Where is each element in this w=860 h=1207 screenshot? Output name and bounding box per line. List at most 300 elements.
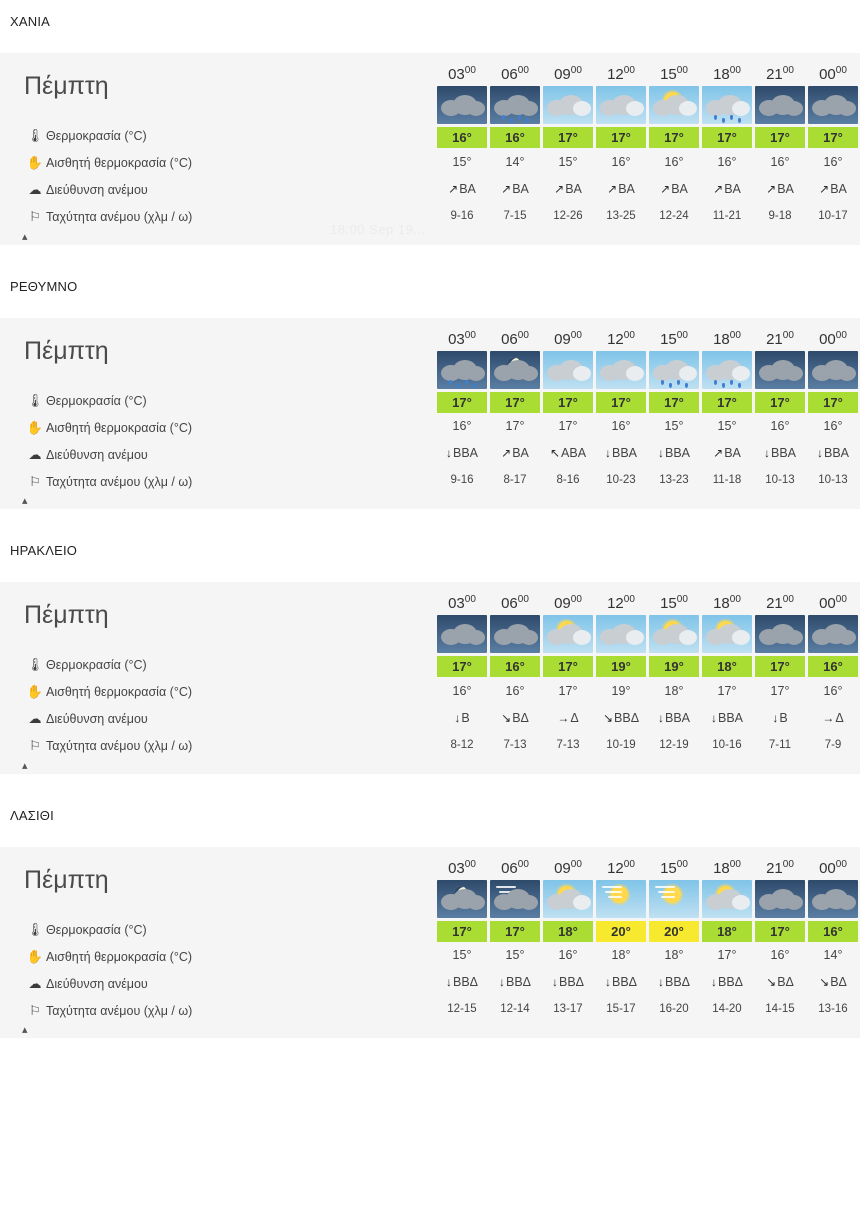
temperature-column (702, 127, 752, 148)
wind-direction-text: ΒΒΔ (614, 710, 640, 725)
wind-direction-value (649, 446, 699, 460)
rain-drop (677, 380, 680, 385)
forecast-panel (0, 582, 860, 774)
hour-column (543, 859, 593, 918)
temperature-value: 17° (649, 392, 699, 413)
wind-direction-text: ΒΑ (777, 181, 794, 196)
hour-label: $09^{00}$ (554, 594, 582, 612)
wind-arrow-icon: ↓ (710, 975, 717, 989)
temperature-column (437, 656, 487, 677)
sun-icon (664, 886, 681, 903)
rain-drop (473, 383, 476, 388)
wind-direction-value (543, 182, 593, 196)
wind-arrow-icon: ↗ (713, 446, 724, 460)
wind-speed-value: 12-19 (659, 738, 689, 751)
wind-direction-text: Δ (570, 710, 579, 725)
temperature-value: 18° (702, 656, 752, 677)
wind-speed-value: 7-15 (503, 209, 527, 222)
hour-label: $12^{00}$ (607, 329, 635, 348)
row-label-text: Διεύθυνση ανέμου (46, 183, 148, 197)
extra-row-icon: ▴ (22, 1024, 28, 1036)
wind-speed-value: 13-23 (659, 474, 689, 486)
cloud-shape (785, 630, 803, 645)
wind-arrow-icon: ↓ (657, 710, 664, 725)
day-sun-cloud-icon (543, 615, 593, 653)
wind-direction-value (543, 975, 593, 989)
wind-arrow-icon: ↗ (766, 181, 777, 196)
temperature-value: 17° (755, 656, 805, 677)
wind-speed-value: 8-16 (556, 474, 580, 486)
hour-column (437, 594, 487, 653)
row-label-text: Ταχύτητα ανέμου (χλμ / ω) (46, 210, 193, 224)
wind-speed-value: 14-15 (765, 1003, 795, 1015)
hour-column (596, 594, 646, 653)
hour-label: $06^{00}$ (501, 858, 529, 877)
temperature-value: 17° (543, 127, 593, 148)
wind-speed-value: 11-18 (712, 474, 742, 486)
hour-label: $21^{00}$ (766, 858, 794, 877)
day-sun-cloud-icon (543, 880, 593, 918)
temperature-column (543, 656, 593, 677)
hour-column (596, 859, 646, 918)
row-label-text: Διεύθυνση ανέμου (46, 712, 148, 726)
hours-row (434, 65, 858, 124)
wind-arrow-icon: ↘ (501, 710, 512, 725)
cloud-shape (785, 895, 803, 910)
hour-label: $15^{00}$ (660, 329, 688, 348)
rain-drop (457, 383, 460, 388)
temperature-column (649, 921, 699, 942)
row-labels (14, 916, 434, 1024)
day-sun-wind-icon (596, 880, 646, 918)
wind-speed-value: 10-19 (606, 738, 636, 751)
hour-label: $21^{00}$ (766, 594, 794, 612)
row-label-text: Θερμοκρασία (°C) (46, 129, 147, 143)
wind-direction-text: ΒΒΑ (452, 446, 478, 460)
temperature-row (434, 921, 858, 942)
rain-drop (714, 380, 717, 385)
wind-speed-row (434, 202, 858, 229)
wind-direction-row (434, 969, 858, 996)
wind-direction-value (596, 182, 646, 196)
feels-like-value: 19° (611, 683, 631, 698)
wind-arrow-icon: ↓ (445, 446, 452, 460)
wind-direction-value (755, 711, 805, 725)
hour-label: $06^{00}$ (501, 329, 529, 348)
hour-label: $12^{00}$ (607, 858, 635, 877)
panel-left (14, 594, 434, 760)
hour-column (490, 65, 540, 124)
cloud-shape (785, 366, 803, 381)
cloud-shape (573, 630, 591, 645)
hand-icon: ✋ (26, 419, 44, 435)
row-label-wind-speed (14, 733, 434, 760)
region-ΗΡΑΚΛΕΙΟ (0, 543, 860, 808)
hour-column (490, 330, 540, 389)
wind-arrow-icon: ↓ (454, 710, 461, 725)
feels-like-value: 16° (717, 154, 737, 169)
temperature-value: 17° (596, 127, 646, 148)
wind-direction-text: ΒΑ (512, 181, 529, 196)
temperature-row (434, 656, 858, 677)
wind-flag-icon: ⚐ (29, 1002, 41, 1018)
temperature-column (649, 392, 699, 413)
day-cloudy-rain-icon (702, 86, 752, 124)
feels-like-value: 17° (558, 419, 578, 433)
wind-speed-value: 14-20 (712, 1003, 742, 1015)
wind-direction-text: ΒΒΔ (717, 975, 744, 989)
night-cloudy-icon (808, 615, 858, 653)
hour-column (437, 65, 487, 124)
wind-speed-value: 16-20 (659, 1003, 689, 1015)
spacer (0, 509, 860, 543)
feels-like-value: 16° (452, 419, 472, 433)
wind-streak (496, 886, 516, 888)
hour-column (808, 330, 858, 389)
row-label-wind-direction (14, 177, 434, 204)
temperature-column (755, 127, 805, 148)
forecast-panel (0, 53, 860, 245)
night-cloudy-icon (755, 615, 805, 653)
hour-label: $09^{00}$ (554, 65, 582, 83)
cloud-shape (626, 366, 644, 381)
wind-direction-value (755, 182, 805, 196)
region-title: ΧΑΝΙΑ (10, 14, 51, 29)
rain-drop (669, 383, 672, 388)
temperature-column (437, 921, 487, 942)
row-label-text: Αισθητή θερμοκρασία (°C) (46, 420, 193, 435)
hour-column (755, 594, 805, 653)
feels-like-value: 16° (770, 948, 790, 962)
panel-right (434, 594, 858, 758)
feels-like-value: 15° (452, 154, 472, 169)
cloud-shape (679, 101, 697, 116)
row-label-feels-like (14, 414, 434, 441)
temperature-column (808, 921, 858, 942)
feels-like-row (434, 413, 858, 440)
wind-direction-text: ΒΑ (724, 446, 741, 460)
forecast-panel (0, 318, 860, 510)
wind-direction-value (702, 975, 752, 989)
wind-direction-text: ΒΑ (671, 181, 688, 196)
region-title: ΛΑΣΙΘΙ (10, 807, 54, 823)
wind-direction-text: ΒΒΔ (611, 975, 638, 989)
wind-speed-value: 12-14 (500, 1003, 530, 1015)
rain-drop (685, 383, 688, 388)
hour-label: $00^{00}$ (819, 329, 847, 348)
extra-row-icon: ▴ (22, 495, 28, 507)
panel-right (434, 859, 858, 1023)
row-label-temperature (14, 916, 434, 943)
wind-arrow-icon: ↗ (448, 181, 459, 196)
temperature-column (755, 392, 805, 413)
feels-like-value: 16° (770, 419, 790, 433)
wind-direction-value (490, 446, 540, 460)
wind-arrow-icon: ↓ (710, 710, 717, 725)
hour-column (649, 330, 699, 389)
row-label-text: Θερμοκρασία (°C) (46, 658, 147, 672)
temperature-value: 16° (490, 127, 540, 148)
wind-arrow-icon: ↓ (604, 975, 611, 989)
regions-container (0, 14, 860, 1072)
wind-arrow-icon: ↓ (657, 446, 664, 460)
night-cloudy-icon (808, 86, 858, 124)
cloud-shape (467, 101, 485, 116)
night-cloudy-icon (755, 351, 805, 389)
temperature-value: 17° (808, 392, 858, 413)
wind-direction-value (808, 975, 858, 989)
spacer (0, 823, 860, 847)
wind-direction-value (755, 975, 805, 989)
day-cloudy-icon (596, 86, 646, 124)
sun-icon (611, 886, 628, 903)
wind-speed-value: 7-11 (768, 738, 792, 751)
temperature-column (437, 127, 487, 148)
spacer (0, 558, 860, 582)
wind-arrow-icon: ↗ (501, 446, 512, 460)
hours-row (434, 594, 858, 653)
temperature-column (808, 392, 858, 413)
temperature-value: 17° (755, 392, 805, 413)
wind-arrow-icon: ↓ (763, 446, 770, 460)
wind-streak (608, 896, 622, 898)
wind-streak (605, 891, 622, 893)
spacer (0, 245, 860, 279)
row-label-text: Αισθητή θερμοκρασία (°C) (46, 949, 193, 964)
cloud-shape (467, 366, 485, 381)
hours-row (434, 330, 858, 389)
feels-like-value: 16° (558, 948, 578, 962)
hour-label: $18^{00}$ (713, 594, 741, 612)
wind-arrow-icon: ↘ (602, 710, 614, 725)
wind-direction-value (702, 446, 752, 460)
wind-speed-value: 10-13 (818, 474, 848, 486)
hour-column (702, 330, 752, 389)
cloud-shape (573, 366, 591, 381)
day-sun-cloud-icon (702, 880, 752, 918)
wind-arrow-icon: ↗ (713, 181, 724, 196)
temperature-column (543, 127, 593, 148)
hand-icon: ✋ (26, 684, 44, 699)
day-sun-cloud-icon (702, 615, 752, 653)
temperature-column (596, 921, 646, 942)
hour-label: $12^{00}$ (607, 65, 635, 83)
wind-direction-value (702, 182, 752, 196)
cloud-shape (626, 630, 644, 645)
feels-like-value: 15° (558, 154, 578, 169)
temperature-column (490, 127, 540, 148)
hour-column (543, 594, 593, 653)
wind-arrow-icon: → (822, 710, 835, 725)
wind-arrow-icon: ↗ (554, 181, 565, 196)
temperature-column (702, 392, 752, 413)
temperature-value: 17° (437, 392, 487, 413)
wind-streak (655, 886, 675, 888)
day-cloud-icon (596, 615, 646, 653)
wind-direction-text: ΒΑ (565, 181, 582, 196)
temperature-value: 17° (649, 127, 699, 148)
spacer (0, 294, 860, 318)
panel-left (14, 859, 434, 1025)
wind-flag-icon: ⚐ (29, 209, 41, 224)
extra-row-icon: ▴ (22, 759, 28, 772)
wind-direction-value (543, 711, 593, 725)
temperature-value: 16° (808, 656, 858, 677)
hour-column (702, 594, 752, 653)
hour-column (755, 65, 805, 124)
feels-like-value: 17° (558, 683, 578, 698)
hour-column (702, 859, 752, 918)
wind-arrow-icon: ↖ (549, 446, 561, 460)
thermometer-icon: 🌡 (26, 128, 44, 143)
temperature-column (596, 127, 646, 148)
wind-arrow-icon: ↓ (445, 975, 452, 989)
cloud-shape (838, 101, 856, 116)
row-label-text: Θερμοκρασία (°C) (46, 922, 147, 937)
temperature-value: 17° (808, 127, 858, 148)
cloud-shape (573, 895, 591, 910)
row-label-text: Θερμοκρασία (°C) (46, 393, 147, 408)
row-label-wind-direction (14, 970, 434, 997)
cloud-shape (785, 101, 803, 116)
wind-direction-text: ΒΔ (512, 710, 529, 725)
rain-drop (738, 118, 741, 123)
day-cloudy-icon (543, 351, 593, 389)
panel-left (14, 330, 434, 496)
hour-column (596, 65, 646, 124)
temperature-value: 17° (490, 921, 540, 942)
hour-label: $06^{00}$ (501, 65, 529, 83)
temperature-column (649, 127, 699, 148)
cloud-shape (679, 630, 697, 645)
feels-like-value: 17° (717, 683, 737, 698)
day-name: Πέμπτη (24, 72, 109, 100)
rain-drop (730, 380, 733, 385)
hour-column (437, 859, 487, 918)
feels-like-row (434, 677, 858, 704)
temperature-row (434, 127, 858, 148)
hour-label: $15^{00}$ (660, 594, 688, 612)
wind-direction-text: ΒΒΔ (664, 975, 691, 989)
rain-drop (502, 115, 505, 120)
wind-speed-value: 8-12 (450, 738, 474, 751)
night-cloudy-wind-icon (490, 880, 540, 918)
cloud-shape (520, 366, 538, 381)
wind-direction-value (490, 711, 540, 725)
hour-column (649, 65, 699, 124)
wind-direction-text: ΒΔ (777, 975, 794, 989)
feels-like-value: 15° (452, 948, 472, 962)
wind-arrow-icon: ↓ (498, 975, 505, 989)
wind-arrow-icon: ↓ (657, 975, 664, 989)
temperature-value: 16° (808, 921, 858, 942)
forecast-panel (0, 847, 860, 1039)
wind-direction-value (437, 182, 487, 196)
feels-like-value: 17° (717, 948, 737, 962)
wind-direction-value (437, 711, 487, 725)
temperature-value: 18° (543, 921, 593, 942)
hour-label: $18^{00}$ (713, 65, 741, 83)
hour-column (596, 330, 646, 389)
wind-flag-icon: ⚐ (29, 738, 41, 753)
row-label-text: Διεύθυνση ανέμου (46, 447, 148, 462)
cloud-shape (838, 366, 856, 381)
night-cloudy-rain-icon (437, 351, 487, 389)
hour-label: $03^{00}$ (448, 858, 476, 877)
wind-direction-value (490, 182, 540, 196)
feels-like-value: 16° (505, 683, 525, 698)
wind-direction-row (434, 440, 858, 467)
wind-direction-text: Β (461, 710, 470, 725)
night-cloudy-rain-icon (490, 86, 540, 124)
temperature-column (702, 656, 752, 677)
wind-direction-text: ΒΒΑ (717, 710, 743, 725)
row-label-wind-speed (14, 468, 434, 495)
feels-like-value: 18° (664, 683, 684, 698)
temperature-column (755, 921, 805, 942)
spacer (0, 1038, 860, 1072)
wind-direction-value (649, 975, 699, 989)
hour-label: $15^{00}$ (660, 858, 688, 877)
wind-direction-text: ΒΑ (618, 181, 635, 196)
temperature-row (434, 392, 858, 413)
feels-like-value: 15° (717, 419, 737, 433)
rain-drop (661, 380, 664, 385)
wind-speed-value: 8-17 (503, 474, 527, 486)
hour-label: $12^{00}$ (607, 594, 635, 612)
wind-speed-value: 13-17 (553, 1003, 583, 1015)
wind-direction-text: ΒΔ (830, 975, 847, 989)
wind-speed-value: 10-23 (606, 474, 636, 486)
wind-streak (602, 886, 622, 888)
hour-label: $15^{00}$ (660, 65, 688, 83)
wind-direction-value (490, 975, 540, 989)
wind-direction-text: Δ (835, 710, 844, 725)
feels-like-value: 17° (770, 683, 790, 698)
row-label-text: Ταχύτητα ανέμου (χλμ / ω) (46, 739, 193, 753)
feels-like-value: 16° (611, 419, 631, 433)
region-ΡΕΘΥΜΝΟ (0, 279, 860, 544)
temperature-value: 17° (596, 392, 646, 413)
wind-direction-value (596, 446, 646, 460)
cloud-shape (732, 895, 750, 910)
hour-column (808, 594, 858, 653)
day-name: Πέμπτη (24, 601, 109, 629)
wind-direction-text: Β (779, 710, 788, 725)
wind-direction-text: ΒΒΔ (452, 975, 479, 989)
night-cloudy-icon (808, 351, 858, 389)
row-labels (14, 123, 434, 231)
region-ΧΑΝΙΑ (0, 14, 860, 279)
wind-direction-text: ΒΒΔ (505, 975, 532, 989)
feels-like-value: 17° (505, 419, 525, 433)
night-cloudy-icon (490, 615, 540, 653)
row-label-text: Ταχύτητα ανέμου (χλμ / ω) (46, 1003, 193, 1018)
wind-direction-row (434, 175, 858, 202)
row-label-temperature (14, 652, 434, 679)
hand-icon: ✋ (26, 948, 44, 964)
wind-direction-icon: ☁ (28, 975, 42, 991)
row-label-wind-direction (14, 441, 434, 468)
feels-like-value: 16° (611, 154, 631, 169)
wind-speed-value: 12-26 (553, 209, 583, 222)
hour-column (808, 65, 858, 124)
cloud-shape (573, 101, 591, 116)
wind-speed-value: 10-17 (818, 209, 848, 222)
night-cloudy-icon (755, 86, 805, 124)
rain-drop (449, 380, 452, 385)
hour-column (490, 594, 540, 653)
